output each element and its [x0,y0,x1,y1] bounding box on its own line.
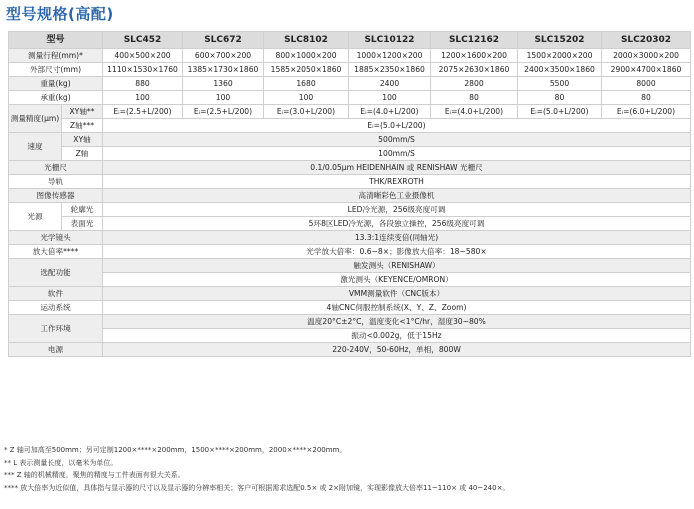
cell-value: 600×700×200 [183,49,264,63]
cell-value: 高清晰彩色工业摄像机 [103,189,691,203]
row-label: 外部尺寸(mm) [9,63,103,77]
cell-value: 2075×2630×1860 [431,63,518,77]
accuracy-xy-label: XY轴** [62,105,103,119]
table-row [9,315,691,329]
cell-value: 100 [264,91,349,105]
cell-value: 100mm/S [103,147,691,161]
cell-value: VMM测量软件（CNC版本） [103,287,691,301]
footnote: * Z 轴可加高至500mm；另可定制1200×****×200mm，1500×****×200mm，2000×****×200mm。 [4,446,347,454]
cell-value: 温度20°C±2°C，温度变化<1°C/hr，湿度30~80% [103,315,691,329]
row-label: 重量(kg) [9,77,103,91]
cell-value: 2400 [349,77,431,91]
table-row [9,343,691,357]
cell-value: 1680 [264,77,349,91]
accuracy-z-label: Z轴*** [62,119,103,133]
table-row [9,259,691,273]
cell-value: Eᵢ=(5.0+L/200) [103,119,691,133]
cell-value: LED冷光源，256级亮度可调 [103,203,691,217]
page-title: 型号规格(高配) [6,5,114,23]
row-label: 运动系统 [9,301,103,315]
cell-value: 80 [518,91,602,105]
environment-label: 工作环境 [9,315,103,343]
cell-value: 5环8区LED冷光源，各段独立操控，256级亮度可调 [103,217,691,231]
cell-value: 1885×2350×1860 [349,63,431,77]
table-row [9,175,691,189]
row-label: 电源 [9,343,103,357]
table-row [9,287,691,301]
cell-value: Eᵢ=(2.5+L/200) [103,105,183,119]
speed-z-label: Z轴 [62,147,103,161]
table-row [9,301,691,315]
header-label: 型号 [9,32,103,49]
cell-value: Eᵢ=(4.0+L/200) [349,105,431,119]
row-label: 放大倍率**** [9,245,103,259]
table-row [9,105,691,119]
table-row [9,203,691,217]
table-row [9,329,691,343]
row-label: 光栅尺 [9,161,103,175]
row-label: 测量行程(mm)* [9,49,103,63]
model-header: SLC20302 [602,32,691,49]
cell-value: 2400×3500×1860 [518,63,602,77]
cell-value: 100 [349,91,431,105]
footnote: ** L 表示测量长度，以毫米为单位。 [4,458,118,467]
speed-label: 速度 [9,133,62,161]
cell-value: 2900×4700×1860 [602,63,691,77]
accuracy-label: 测量精度(μm) [9,105,62,133]
cell-value: 5500 [518,77,602,91]
cell-value: 1000×1200×200 [349,49,431,63]
light-surface-label: 表面光 [62,217,103,231]
table-row [9,77,691,91]
row-label: 软件 [9,287,103,301]
cell-value: 80 [602,91,691,105]
cell-value: 2000×3000×200 [602,49,691,63]
model-header: SLC452 [103,32,183,49]
cell-value: 220-240V，50-60Hz，单相，800W [103,343,691,357]
table-row [9,49,691,63]
table-row [9,245,691,259]
row-label: 图像传感器 [9,189,103,203]
cell-value: 880 [103,77,183,91]
cell-value: 1500×2000×200 [518,49,602,63]
cell-value: 4轴CNC伺服控制系统(X、Y、Z、Zoom) [103,301,691,315]
row-label: 导轨 [9,175,103,189]
cell-value: 1110×1530×1760 [103,63,183,77]
table-row [9,161,691,175]
table-row [9,217,691,231]
table-row [9,273,691,287]
cell-value: Eᵢ=(3.0+L/200) [264,105,349,119]
table-row [9,189,691,203]
cell-value: 光学放大倍率：0.6~8×；影像放大倍率：18~580× [103,245,691,259]
cell-value: 400×500×200 [103,49,183,63]
model-header: SLC8102 [264,32,349,49]
row-label: 承重(kg) [9,91,103,105]
model-header: SLC15202 [518,32,602,49]
table-row [9,231,691,245]
cell-value: 500mm/S [103,133,691,147]
cell-value: 100 [183,91,264,105]
light-contour-label: 轮廓光 [62,203,103,217]
options-label: 选配功能 [9,259,103,287]
cell-value: 8000 [602,77,691,91]
cell-value: Eᵢ=(6.0+L/200) [602,105,691,119]
cell-value: 1585×2050×1860 [264,63,349,77]
row-label: 光学镜头 [9,231,103,245]
table-row [9,63,691,77]
cell-value: 振动<0.002g，低于15Hz [103,329,691,343]
cell-value: Eᵢ=(2.5+L/200) [183,105,264,119]
cell-value: 1385×1730×1860 [183,63,264,77]
speed-xy-label: XY轴 [62,133,103,147]
light-label: 光源 [9,203,62,231]
table-row [9,119,691,133]
cell-value: Eᵢ=(5.0+L/200) [518,105,602,119]
cell-value: 100 [103,91,183,105]
table-row [9,133,691,147]
model-header: SLC672 [183,32,264,49]
cell-value: 13.3:1连续变倍(同轴光) [103,231,691,245]
cell-value: 800×1000×200 [264,49,349,63]
header-row [9,32,691,49]
cell-value: 1360 [183,77,264,91]
cell-value: Eᵢ=(4.0+L/200) [431,105,518,119]
cell-value: 激光测头（KEYENCE/OMRON） [103,273,691,287]
cell-value: 2800 [431,77,518,91]
cell-value: THK/REXROTH [103,175,691,189]
footnotes [4,444,692,494]
footnote: **** 放大倍率为近似值，具体指与显示器的尺寸以及显示器的分辨率相关；客户可根据需求选配0.5× 或 2×附加镜，实现影像放大倍率11~110× 或 40~240×。 [4,483,510,492]
cell-value: 0.1/0.05μm HEIDENHAIN 或 RENISHAW 光栅尺 [103,161,691,175]
cell-value: 1200×1600×200 [431,49,518,63]
model-header: SLC10122 [349,32,431,49]
cell-value: 触发测头（RENISHAW） [103,259,691,273]
table-row [9,147,691,161]
model-header: SLC12162 [431,32,518,49]
cell-value: 80 [431,91,518,105]
spec-table [8,31,691,357]
table-row [9,91,691,105]
footnote: *** Z 轴的机械精度，聚焦的精度与工件表面有很大关系。 [4,471,185,479]
